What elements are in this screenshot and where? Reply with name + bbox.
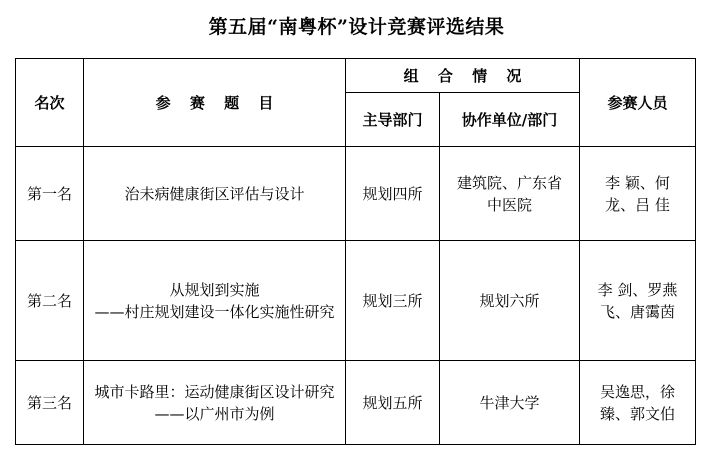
topic-line: ——村庄规划建设一体化实施性研究 [94, 302, 335, 321]
header-rank: 名次 [16, 59, 84, 147]
people-cell: 李 剑、罗燕飞、唐霭茵 [580, 241, 696, 361]
topic-cell: 城市卡路里：运动健康街区设计研究——以广州市为例 [84, 361, 346, 445]
rank-cell: 第三名 [16, 361, 84, 445]
page-title: 第五届“南粤杯”设计竞赛评选结果 [208, 16, 505, 38]
lead-cell: 规划三所 [346, 241, 440, 361]
header-lead-dept: 主导部门 [346, 93, 440, 147]
coop-cell: 建筑院、广东省中医院 [440, 147, 580, 241]
header-row-1 [16, 59, 696, 93]
table-row [16, 241, 696, 361]
header-coop-unit: 协作单位/部门 [440, 93, 580, 147]
rank-cell: 第二名 [16, 241, 84, 361]
lead-cell: 规划四所 [346, 147, 440, 241]
header-topic: 参 赛 题 目 [84, 59, 346, 147]
header-group: 组 合 情 况 [346, 59, 580, 93]
topic-cell [84, 241, 346, 361]
coop-cell: 牛津大学 [440, 361, 580, 445]
coop-cell: 规划六所 [440, 241, 580, 361]
people-cell: 吴逸思，徐臻、郭文伯 [580, 361, 696, 445]
topic-cell: 治未病健康街区评估与设计 [84, 147, 346, 241]
table-row [16, 361, 696, 445]
header-participants: 参赛人员 [580, 59, 696, 147]
table-row [16, 147, 696, 241]
lead-cell: 规划五所 [346, 361, 440, 445]
results-table [15, 58, 696, 445]
people-cell: 李 颖、何龙、吕 佳 [580, 147, 696, 241]
topic-line: 从规划到实施 [169, 280, 260, 299]
rank-cell: 第一名 [16, 147, 84, 241]
